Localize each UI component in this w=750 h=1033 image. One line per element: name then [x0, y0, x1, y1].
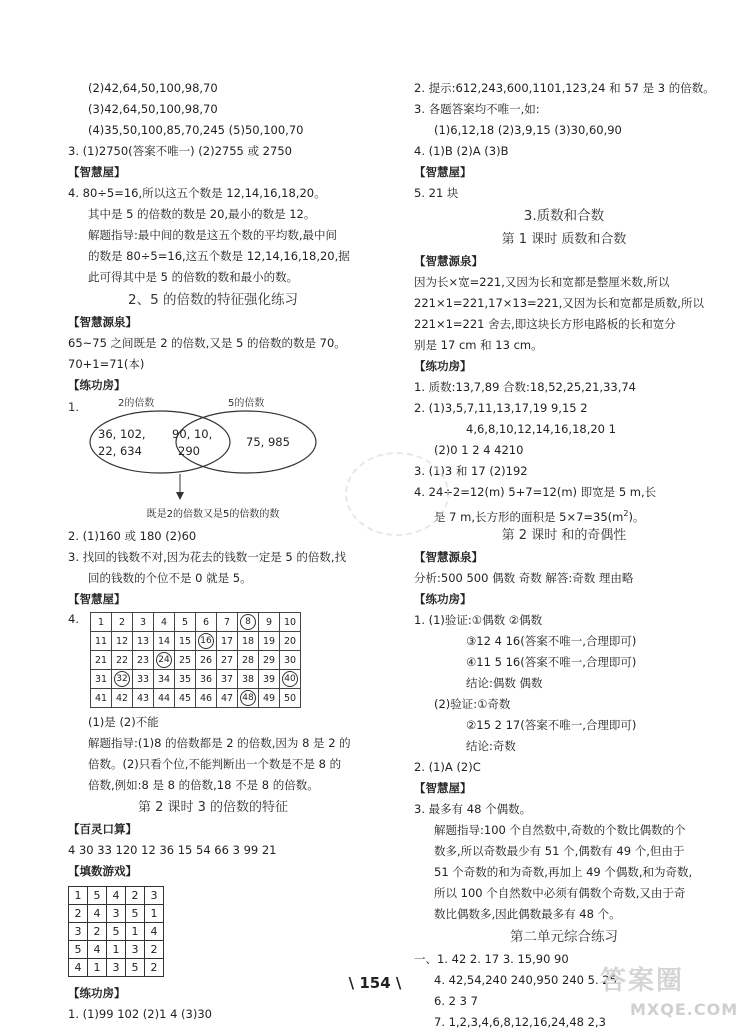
answer-line: 结论:奇数	[466, 739, 516, 753]
question-number: 4.	[68, 612, 79, 626]
section-heading: 【练功房】	[68, 378, 126, 392]
square-cell: 2	[88, 923, 107, 941]
left-column	[68, 78, 358, 1025]
section-heading: 【智慧屋】	[68, 592, 126, 606]
circled-number: 32	[114, 671, 130, 687]
square-cell: 2	[145, 959, 164, 977]
answer-line: (1)是 (2)不能	[88, 715, 159, 729]
square-cell: 4	[88, 905, 107, 923]
square-cell: 3	[126, 941, 145, 959]
circled-number: 16	[198, 633, 214, 649]
watermark-logo: 答案圈	[600, 966, 685, 996]
grid-cell: 46	[196, 689, 217, 708]
square-cell: 5	[126, 959, 145, 977]
answer-line: 3. 找回的钱数不对,因为花去的钱数一定是 5 的倍数,找	[68, 550, 347, 564]
grid-cell: 6	[196, 613, 217, 632]
lesson-title: 第 2 课时 和的奇偶性	[501, 528, 627, 543]
grid-cell: 47	[217, 689, 238, 708]
lesson-title: 第 1 课时 质数和合数	[501, 232, 627, 247]
answer-line: 的数是 80÷5=16,这五个数是 12,14,16,18,20,据	[88, 249, 350, 263]
grid-cell: 11	[91, 632, 112, 651]
answer-line: (3)42,64,50,100,98,70	[88, 102, 218, 116]
grid-row	[91, 670, 301, 689]
grid-cell: 27	[217, 651, 238, 670]
square-cell: 2	[126, 887, 145, 905]
answer-line: 其中是 5 的倍数的数是 20,最小的数是 12。	[88, 207, 316, 221]
grid-cell: 25	[175, 651, 196, 670]
answer-line: 4 30 33 120 12 36 15 54 66 3 99 21	[68, 843, 277, 857]
grid-cell: 41	[91, 689, 112, 708]
grid-cell: 33	[133, 670, 154, 689]
grid-cell: 7	[217, 613, 238, 632]
answer-line: 解题指导:100 个自然数中,奇数的个数比偶数的个	[434, 823, 686, 837]
grid-cell: 17	[217, 632, 238, 651]
grid-cell: 21	[91, 651, 112, 670]
answer-line: 6. 2 3 7	[434, 994, 478, 1008]
answer-line: ②15 2 17(答案不唯一,合理即可)	[466, 718, 637, 732]
answer-line: 5. 21 块	[414, 186, 459, 200]
answer-line: 51 个奇数的和为奇数,再加上 49 个偶数,和为奇数,	[434, 865, 693, 879]
grid-cell: 22	[112, 651, 133, 670]
answer-line: 2. (1)160 或 180 (2)60	[68, 529, 197, 543]
answer-line: 别是 17 cm 和 13 cm。	[414, 338, 543, 352]
answer-line: 4. 80÷5=16,所以这五个数是 12,14,16,18,20。	[68, 186, 326, 200]
square-cell: 3	[107, 905, 126, 923]
grid-cell: 50	[280, 689, 301, 708]
answer-line: 倍数,例如:8 是 8 的倍数,18 不是 8 的倍数。	[88, 778, 319, 792]
answer-line: 分析:500 500 偶数 奇数 解答:奇数 理由略	[414, 571, 634, 585]
answer-line: 7. 1,2,3,4,6,8,12,16,24,48 2,3	[434, 1015, 606, 1029]
grid-row	[91, 651, 301, 670]
answer-line: (2)42,64,50,100,98,70	[88, 81, 218, 95]
section-heading: 【练功房】	[414, 359, 472, 373]
section-title: 2、5 的倍数的特征强化练习	[128, 292, 298, 308]
answer-line: 数比偶数多,因此偶数最多有 48 个。	[434, 907, 621, 921]
square-cell: 1	[107, 941, 126, 959]
page-number: \ 154 \	[348, 974, 402, 992]
answer-line: 221×1=221 舍去,即这块长方形电路板的长和宽分	[414, 317, 676, 331]
answer-line: 因为长×宽=221,又因为长和宽都是整厘米数,所以	[414, 275, 670, 289]
section-heading: 【智慧屋】	[414, 165, 472, 179]
square-cell: 5	[107, 923, 126, 941]
answer-line: 3. 各题答案均不唯一,如:	[414, 102, 540, 116]
grid-cell	[280, 670, 301, 689]
square-cell: 1	[126, 923, 145, 941]
grid-cell: 35	[175, 670, 196, 689]
section-heading: 【练功房】	[414, 592, 472, 606]
grid-cell: 3	[133, 613, 154, 632]
grid-cell: 9	[259, 613, 280, 632]
answer-line: 解题指导:(1)8 的倍数都是 2 的倍数,因为 8 是 2 的	[88, 736, 351, 750]
grid-cell: 23	[133, 651, 154, 670]
grid-cell: 34	[154, 670, 175, 689]
grid-cell: 1	[91, 613, 112, 632]
square-cell: 5	[126, 905, 145, 923]
grid-cell: 28	[238, 651, 259, 670]
square-cell: 1	[145, 905, 164, 923]
section-heading: 【智慧屋】	[414, 781, 472, 795]
grid-cell: 5	[175, 613, 196, 632]
answer-line: 70+1=71(本)	[68, 357, 145, 371]
fill-number-grid	[68, 886, 164, 977]
grid-cell: 45	[175, 689, 196, 708]
answer-line: 1. (1)99 102 (2)1 4 (3)30	[68, 1007, 212, 1021]
square-row	[69, 941, 164, 959]
answer-line: 是 7 m,长方形的面积是 $5\times 7=35(m^2)$。	[434, 509, 645, 524]
circled-number: 40	[282, 671, 298, 687]
grid-cell: 29	[259, 651, 280, 670]
grid-cell: 39	[259, 670, 280, 689]
square-cell: 4	[69, 959, 88, 977]
section-heading: 【练功房】	[68, 986, 126, 1000]
square-cell: 5	[69, 941, 88, 959]
section-title: 3.质数和合数	[523, 208, 605, 224]
answer-line: 4. 24÷2=12(m) 5+7=12(m) 即宽是 5 m,长	[414, 485, 657, 499]
answer-line: 4. 42,54,240 240,950 240 5. 25	[434, 973, 617, 987]
answer-line: (4)35,50,100,85,70,245 (5)50,100,70	[88, 123, 304, 137]
set-only-2: 36, 102, 22, 634	[98, 427, 146, 458]
answer-line: 2. (1)3,5,7,11,13,17,19 9,15 2	[414, 401, 588, 415]
square-row	[69, 905, 164, 923]
grid-cell: 2	[112, 613, 133, 632]
section-heading: 【智慧源泉】	[68, 315, 137, 329]
grid-cell: 37	[217, 670, 238, 689]
square-cell: 1	[88, 959, 107, 977]
answer-line: 数多,所以奇数最少有 51 个,偶数有 49 个,但由于	[434, 844, 685, 858]
circled-number: 8	[240, 614, 256, 630]
grid-cell: 20	[280, 632, 301, 651]
grid-cell	[196, 632, 217, 651]
circled-number: 48	[240, 690, 256, 706]
circled-number: 24	[156, 652, 172, 668]
answer-line: 所以 100 个自然数中必须有偶数个奇数,又由于奇	[434, 886, 686, 900]
grid-row	[91, 632, 301, 651]
grid-cell: 4	[154, 613, 175, 632]
set-label-5: 5的倍数	[228, 398, 265, 409]
square-cell: 3	[107, 959, 126, 977]
square-cell: 4	[88, 941, 107, 959]
square-cell: 2	[69, 905, 88, 923]
answer-line: 2. 提示:612,243,600,1101,123,24 和 57 是 3 的倍数。	[414, 81, 715, 95]
answer-line: 2. (1)A (2)C	[414, 760, 481, 774]
answer-line: ④11 5 16(答案不唯一,合理即可)	[466, 655, 637, 669]
grid-cell: 15	[175, 632, 196, 651]
grid-cell: 13	[133, 632, 154, 651]
answer-line: 221×1=221,17×13=221,又因为长和宽都是质数,所以	[414, 296, 704, 310]
answer-line: 1. (1)验证:①偶数 ②偶数	[414, 613, 543, 627]
grid-cell: 19	[259, 632, 280, 651]
question-number: 1.	[68, 400, 79, 414]
answer-line: 3. 最多有 48 个偶数。	[414, 802, 532, 816]
answer-line: ③12 4 16(答案不唯一,合理即可)	[466, 634, 637, 648]
venn-diagram	[68, 396, 338, 504]
grid-cell: 36	[196, 670, 217, 689]
answer-line: (2)0 1 2 4 4210	[434, 443, 524, 457]
grid-cell: 38	[238, 670, 259, 689]
grid-cell: 42	[112, 689, 133, 708]
square-row	[69, 923, 164, 941]
number-grid-block	[68, 612, 358, 708]
grid-cell: 31	[91, 670, 112, 689]
grid-cell: 14	[154, 632, 175, 651]
grid-row	[91, 613, 301, 632]
answer-line: (1)6,12,18 (2)3,9,15 (3)30,60,90	[434, 123, 622, 137]
square-cell: 3	[145, 887, 164, 905]
grid-cell: 26	[196, 651, 217, 670]
section-heading: 【智慧源泉】	[414, 550, 483, 564]
section-title: 第二单元综合练习	[510, 929, 618, 945]
answer-line: 4. (1)B (2)A (3)B	[414, 144, 509, 158]
answer-line: 一、1. 42 2. 17 3. 15,90 90	[414, 952, 569, 966]
answer-line: 3. (1)2750(答案不唯一) (2)2755 或 2750	[68, 144, 292, 158]
set-intersection: 90, 10, 290	[172, 427, 213, 458]
number-grid	[90, 612, 301, 708]
grid-cell: 49	[259, 689, 280, 708]
answer-line: 此可得其中是 5 的倍数的数和最小的数。	[88, 270, 299, 284]
section-heading: 【智慧屋】	[68, 165, 126, 179]
square-cell: 1	[69, 887, 88, 905]
square-cell: 2	[145, 941, 164, 959]
venn-note: 既是2的倍数又是5的倍数的数	[146, 509, 280, 520]
grid-cell: 10	[280, 613, 301, 632]
grid-cell	[238, 613, 259, 632]
lesson-title: 第 2 课时 3 的倍数的特征	[137, 800, 289, 815]
set-label-2: 2的倍数	[118, 398, 155, 409]
grid-cell: 30	[280, 651, 301, 670]
answer-line: 倍数。(2)只看个位,不能判断出一个数是不是 8 的	[88, 757, 342, 771]
grid-cell: 12	[112, 632, 133, 651]
answer-line: 4,6,8,10,12,14,16,18,20 1	[466, 422, 616, 436]
answer-line: 回的钱数的个位不是 0 就是 5。	[88, 571, 252, 585]
square-cell: 4	[145, 923, 164, 941]
answer-line: 65~75 之间既是 2 的倍数,又是 5 的倍数的数是 70。	[68, 336, 346, 350]
answer-line: 3. (1)3 和 17 (2)192	[414, 464, 528, 478]
watermark-url: MXQE.COM	[630, 1000, 739, 1019]
answer-line: (2)验证:①奇数	[434, 697, 511, 711]
grid-cell: 43	[133, 689, 154, 708]
square-cell: 5	[88, 887, 107, 905]
answer-line: 1. 质数:13,7,89 合数:18,52,25,21,33,74	[414, 380, 637, 394]
square-row	[69, 887, 164, 905]
section-heading: 【智慧源泉】	[414, 254, 483, 268]
answer-line: 结论:偶数 偶数	[466, 676, 543, 690]
square-cell: 4	[107, 887, 126, 905]
section-heading: 【百灵口算】	[68, 822, 137, 836]
grid-cell	[154, 651, 175, 670]
grid-cell: 18	[238, 632, 259, 651]
grid-cell: 44	[154, 689, 175, 708]
set-only-5: 75, 985	[246, 435, 290, 449]
section-heading: 【填数游戏】	[68, 864, 137, 878]
grid-row	[91, 689, 301, 708]
answer-line: 解题指导:最中间的数是这五个数的平均数,最中间	[88, 228, 338, 242]
square-cell: 3	[69, 923, 88, 941]
grid-cell	[238, 689, 259, 708]
right-column	[414, 78, 714, 1033]
grid-cell	[112, 670, 133, 689]
faded-stamp	[345, 452, 449, 536]
